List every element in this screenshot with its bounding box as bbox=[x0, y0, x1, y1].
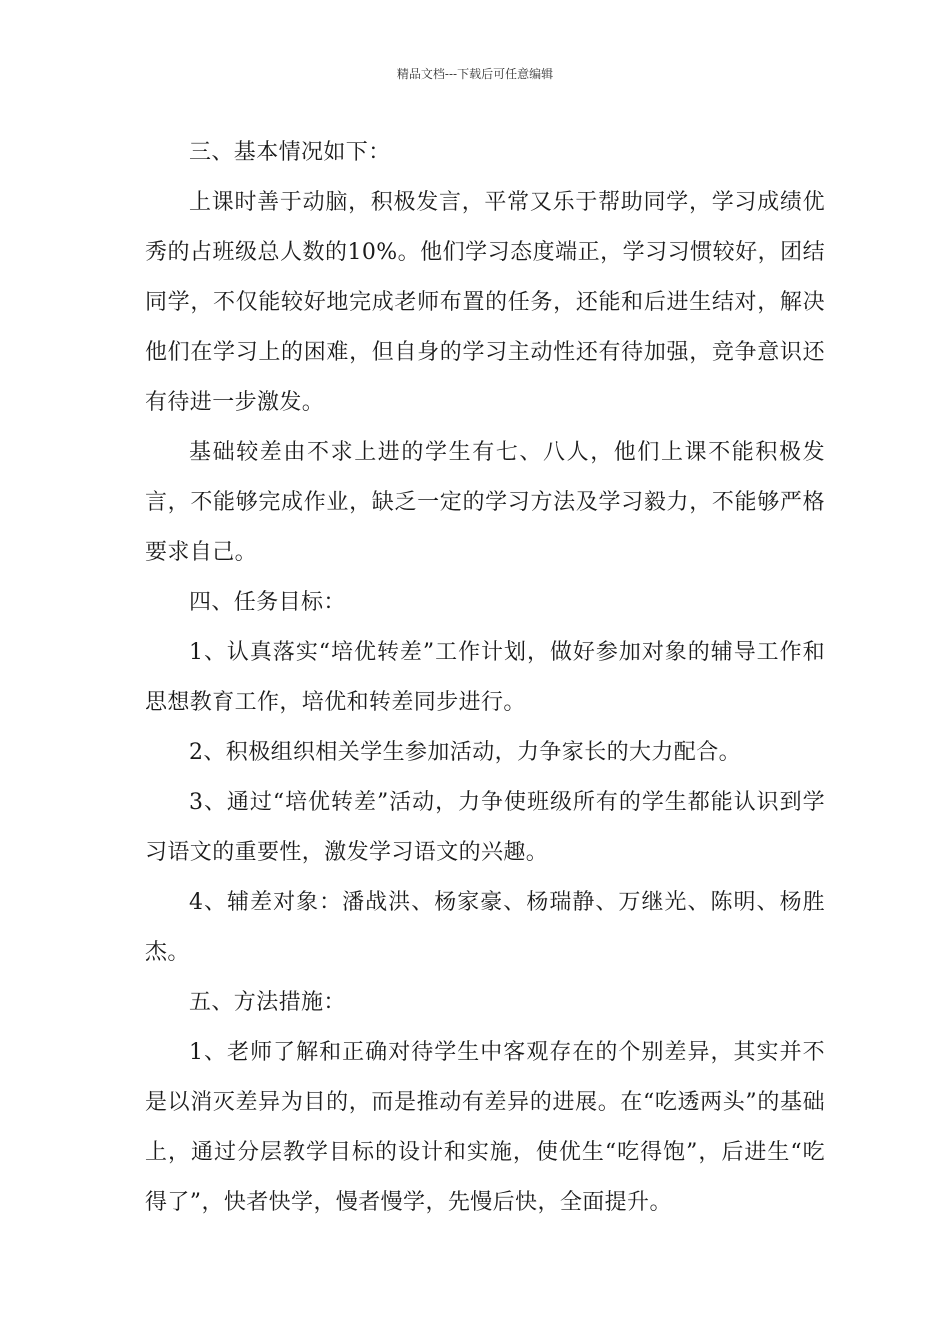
list-item: 1、老师了解和正确对待学生中客观存在的个别差异，其实并不是以消灭差异为目的，而是推动有差异的进展。在“吃透两头”的基础上，通过分层教学目标的设计和实施，使优生“吃得饱”，后进生“吃得了”，快者快学，慢者慢学，先慢后快，全面提升。 bbox=[145, 1040, 825, 1215]
section-heading-task-goals: 四、任务目标： bbox=[189, 590, 346, 615]
document-body bbox=[145, 128, 825, 1228]
paragraph: 上课时善于动脑，积极发言，平常又乐于帮助同学，学习成绩优秀的占班级总人数的10%。他们学习态度端正，学习习惯较好，团结同学，不仅能较好地完成老师布置的任务，还能和后进生结对，解决他们在学习上的困难，但自身的学习主动性还有待加强，竞争意识还有待进一步激发。 bbox=[145, 190, 825, 415]
list-item: 3、通过“培优转差”活动，力争使班级所有的学生都能认识到学习语文的重要性，激发学习语文的兴趣。 bbox=[145, 790, 825, 865]
list-item: 4、辅差对象：潘战洪、杨家豪、杨瑞静、万继光、陈明、杨胜杰。 bbox=[145, 890, 825, 965]
page-header: 精品文档---下载后可任意编辑 bbox=[396, 67, 554, 81]
list-item: 2、积极组织相关学生参加活动，力争家长的大力配合。 bbox=[189, 740, 741, 765]
section-heading-methods: 五、方法措施： bbox=[189, 990, 346, 1015]
list-item: 1、认真落实“培优转差”工作计划，做好参加对象的辅导工作和思想教育工作，培优和转差同步进行。 bbox=[145, 640, 825, 715]
paragraph: 基础较差由不求上进的学生有七、八人，他们上课不能积极发言，不能够完成作业，缺乏一定的学习方法及学习毅力，不能够严格要求自己。 bbox=[145, 440, 825, 565]
section-heading-basic-situation: 三、基本情况如下： bbox=[189, 140, 391, 165]
